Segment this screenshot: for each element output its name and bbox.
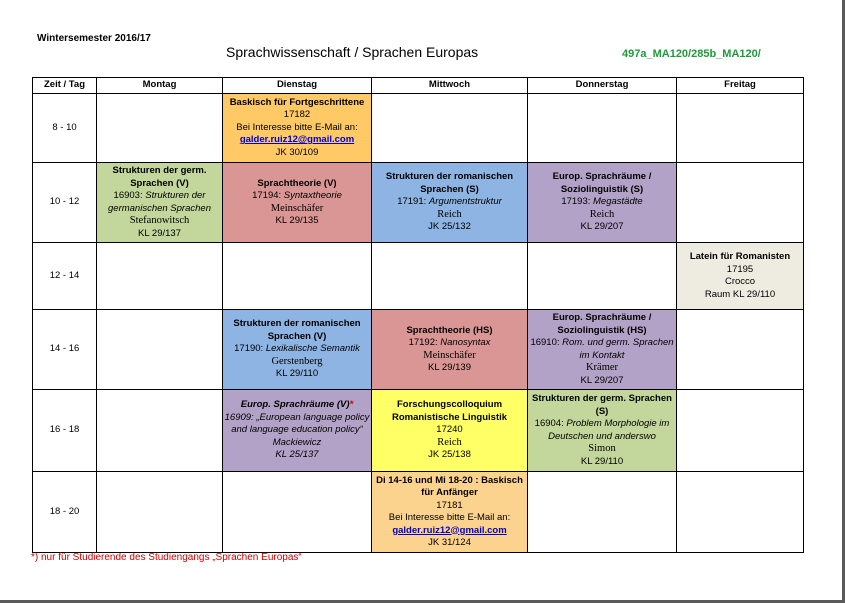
footnote-star: * bbox=[349, 399, 354, 411]
col-header-friday: Freitag bbox=[677, 78, 804, 94]
course-note: Bei Interesse bitte E-Mail an: bbox=[236, 121, 358, 133]
empty-cell bbox=[677, 390, 804, 472]
course-number: 17195 bbox=[726, 263, 754, 275]
email-link[interactable]: galder.ruiz12@gmail.com bbox=[392, 524, 507, 536]
time-slot: 16 - 18 bbox=[33, 390, 97, 472]
semester-label: Wintersemester 2016/17 bbox=[37, 33, 151, 44]
page-title: Sprachwissenschaft / Sprachen Europas bbox=[226, 44, 479, 60]
course-lecturer: Crocco bbox=[724, 276, 756, 287]
col-header-monday: Montag bbox=[97, 78, 223, 94]
course-cell bbox=[528, 163, 677, 243]
course-title: Europ. Sprachräume / Soziolinguistik (S) bbox=[552, 171, 652, 195]
empty-cell bbox=[223, 243, 372, 310]
module-code: 497a_MA120/285b_MA120/ bbox=[622, 48, 761, 60]
course-number-line bbox=[223, 412, 371, 437]
course-title: Europ. Sprachräume / Soziolinguistik (HS) bbox=[552, 312, 652, 336]
col-header-tuesday: Dienstag bbox=[223, 78, 372, 94]
course-title: Sprachtheorie (HS) bbox=[406, 324, 493, 336]
course-subtitle: Megastädte bbox=[593, 196, 643, 208]
course-lecturer: Meinschäfer bbox=[423, 349, 476, 361]
course-room: JK 25/138 bbox=[428, 449, 471, 461]
empty-cell bbox=[97, 310, 223, 390]
col-header-thursday: Donnerstag bbox=[528, 78, 677, 94]
course-cell bbox=[372, 390, 528, 472]
course-number-line bbox=[528, 337, 676, 362]
course-cell bbox=[528, 390, 677, 472]
header-row bbox=[33, 78, 804, 94]
course-room: KL 29/137 bbox=[138, 227, 181, 239]
course-title: Strukturen der romanischen Sprachen (S) bbox=[385, 171, 514, 195]
table-row bbox=[33, 310, 804, 390]
table-row bbox=[33, 94, 804, 163]
course-subtitle: Strukturen der germanischen Sprachen bbox=[108, 190, 211, 214]
course-cell bbox=[372, 472, 528, 553]
empty-cell bbox=[677, 310, 804, 390]
course-room: KL 29/207 bbox=[580, 374, 624, 386]
course-number-line bbox=[372, 337, 527, 350]
time-slot: 10 - 12 bbox=[33, 163, 97, 243]
course-title: Forschungscolloquium Romanistische Linguistik bbox=[391, 399, 508, 423]
course-cell bbox=[372, 163, 528, 243]
course-title: Latein für Romanisten bbox=[689, 251, 791, 262]
course-room: KL 29/110 bbox=[275, 368, 319, 380]
course-cell bbox=[372, 310, 528, 390]
empty-cell bbox=[528, 243, 677, 310]
course-number: 16910: bbox=[530, 337, 560, 348]
course-subtitle: Lexikalische Semantik bbox=[265, 343, 360, 355]
table-row bbox=[33, 243, 804, 310]
course-cell bbox=[97, 163, 223, 243]
col-header-time: Zeit / Tag bbox=[33, 78, 97, 94]
course-number: 16903: bbox=[113, 190, 143, 201]
course-number: 17192: bbox=[408, 337, 438, 348]
course-number: 17194: bbox=[252, 190, 282, 201]
course-note: Bei Interesse bitte E-Mail an: bbox=[388, 512, 511, 523]
course-room: Raum KL 29/110 bbox=[704, 288, 776, 300]
course-lecturer: Reich bbox=[437, 208, 462, 220]
course-number-line bbox=[528, 418, 676, 443]
course-cell bbox=[223, 310, 372, 390]
course-number-line bbox=[372, 196, 527, 209]
time-slot: 12 - 14 bbox=[33, 243, 97, 310]
empty-cell bbox=[372, 94, 528, 163]
course-room: KL 29/207 bbox=[580, 221, 624, 233]
course-number: 17181 bbox=[436, 499, 463, 511]
course-cell bbox=[223, 94, 372, 163]
course-room: KL 29/139 bbox=[428, 362, 471, 373]
course-number: 17240 bbox=[436, 424, 463, 436]
course-lecturer: Reich bbox=[589, 208, 615, 220]
empty-cell bbox=[223, 472, 372, 553]
course-cell bbox=[223, 163, 372, 243]
course-lecturer: Reich bbox=[437, 436, 462, 448]
schedule-table bbox=[32, 77, 804, 553]
course-number-line bbox=[223, 190, 371, 203]
footnote: *) nur für Studierende des Studiengangs „Sprachen Europas“ bbox=[31, 552, 302, 563]
table-row bbox=[33, 390, 804, 472]
time-slot: 14 - 16 bbox=[33, 310, 97, 390]
course-lecturer: Mackiewicz bbox=[272, 436, 322, 448]
course-subtitle: „European language policy and language education policy“ bbox=[231, 411, 370, 436]
empty-cell bbox=[677, 94, 804, 163]
time-slot: 18 - 20 bbox=[33, 472, 97, 553]
course-number-line bbox=[223, 343, 371, 356]
course-subtitle: Rom. und germ. Sprachen im Kontakt bbox=[562, 337, 674, 361]
course-cell bbox=[677, 243, 804, 310]
empty-cell bbox=[677, 163, 804, 243]
course-subtitle: Problem Morphologie im Deutschen und anderswo bbox=[548, 418, 670, 442]
course-number: 17191: bbox=[397, 196, 427, 208]
course-subtitle: Nanosyntax bbox=[440, 337, 491, 348]
course-number-line bbox=[97, 190, 222, 215]
course-number: 16904: bbox=[534, 418, 564, 429]
course-room: JK 30/109 bbox=[275, 146, 319, 158]
course-room: JK 25/132 bbox=[428, 221, 471, 233]
course-title: Strukturen der germ. Sprachen (S) bbox=[532, 393, 672, 417]
empty-cell bbox=[97, 243, 223, 310]
time-slot: 8 - 10 bbox=[33, 94, 97, 163]
course-lecturer: Simon bbox=[588, 443, 616, 454]
col-header-wednesday: Mittwoch bbox=[372, 78, 528, 94]
course-title: Sprachtheorie (V) bbox=[257, 177, 337, 189]
course-title-line bbox=[223, 399, 371, 412]
empty-cell bbox=[677, 472, 804, 553]
empty-cell bbox=[372, 243, 528, 310]
table-row bbox=[33, 163, 804, 243]
course-lecturer: Meinschäfer bbox=[270, 202, 324, 214]
course-title: Di 14-16 und Mi 18-20 : Baskisch für Anfänger bbox=[376, 474, 523, 498]
table-row bbox=[33, 472, 804, 553]
email-link[interactable]: galder.ruiz12@gmail.com bbox=[239, 134, 355, 146]
course-title: Europ. Sprachräume (V) bbox=[240, 399, 350, 411]
course-cell bbox=[528, 310, 677, 390]
course-subtitle: Syntaxtheorie bbox=[283, 190, 342, 201]
course-number-line bbox=[528, 196, 676, 209]
empty-cell bbox=[528, 472, 677, 553]
course-number: 17193: bbox=[561, 196, 591, 208]
empty-cell bbox=[97, 472, 223, 553]
course-number: 16909: bbox=[224, 411, 254, 423]
course-title: Baskisch für Fortgeschrittene bbox=[229, 96, 365, 108]
course-room: KL 25/137 bbox=[275, 449, 319, 461]
empty-cell bbox=[97, 390, 223, 472]
empty-cell bbox=[97, 94, 223, 163]
course-room: KL 29/110 bbox=[580, 455, 624, 467]
course-title: Strukturen der germ. Sprachen (V) bbox=[112, 165, 207, 189]
course-number: 17182 bbox=[283, 109, 311, 121]
course-room: KL 29/135 bbox=[275, 215, 319, 226]
course-number: 17190: bbox=[234, 343, 264, 355]
course-cell bbox=[223, 390, 372, 472]
course-subtitle: Argumentstruktur bbox=[428, 196, 502, 208]
course-lecturer: Stefanowitsch bbox=[129, 215, 190, 226]
course-lecturer: Gerstenberg bbox=[271, 355, 323, 367]
course-lecturer: Krämer bbox=[585, 362, 619, 373]
course-title: Strukturen der romanischen Sprachen (V) bbox=[233, 318, 361, 342]
empty-cell bbox=[528, 94, 677, 163]
course-room: JK 31/124 bbox=[428, 537, 471, 548]
